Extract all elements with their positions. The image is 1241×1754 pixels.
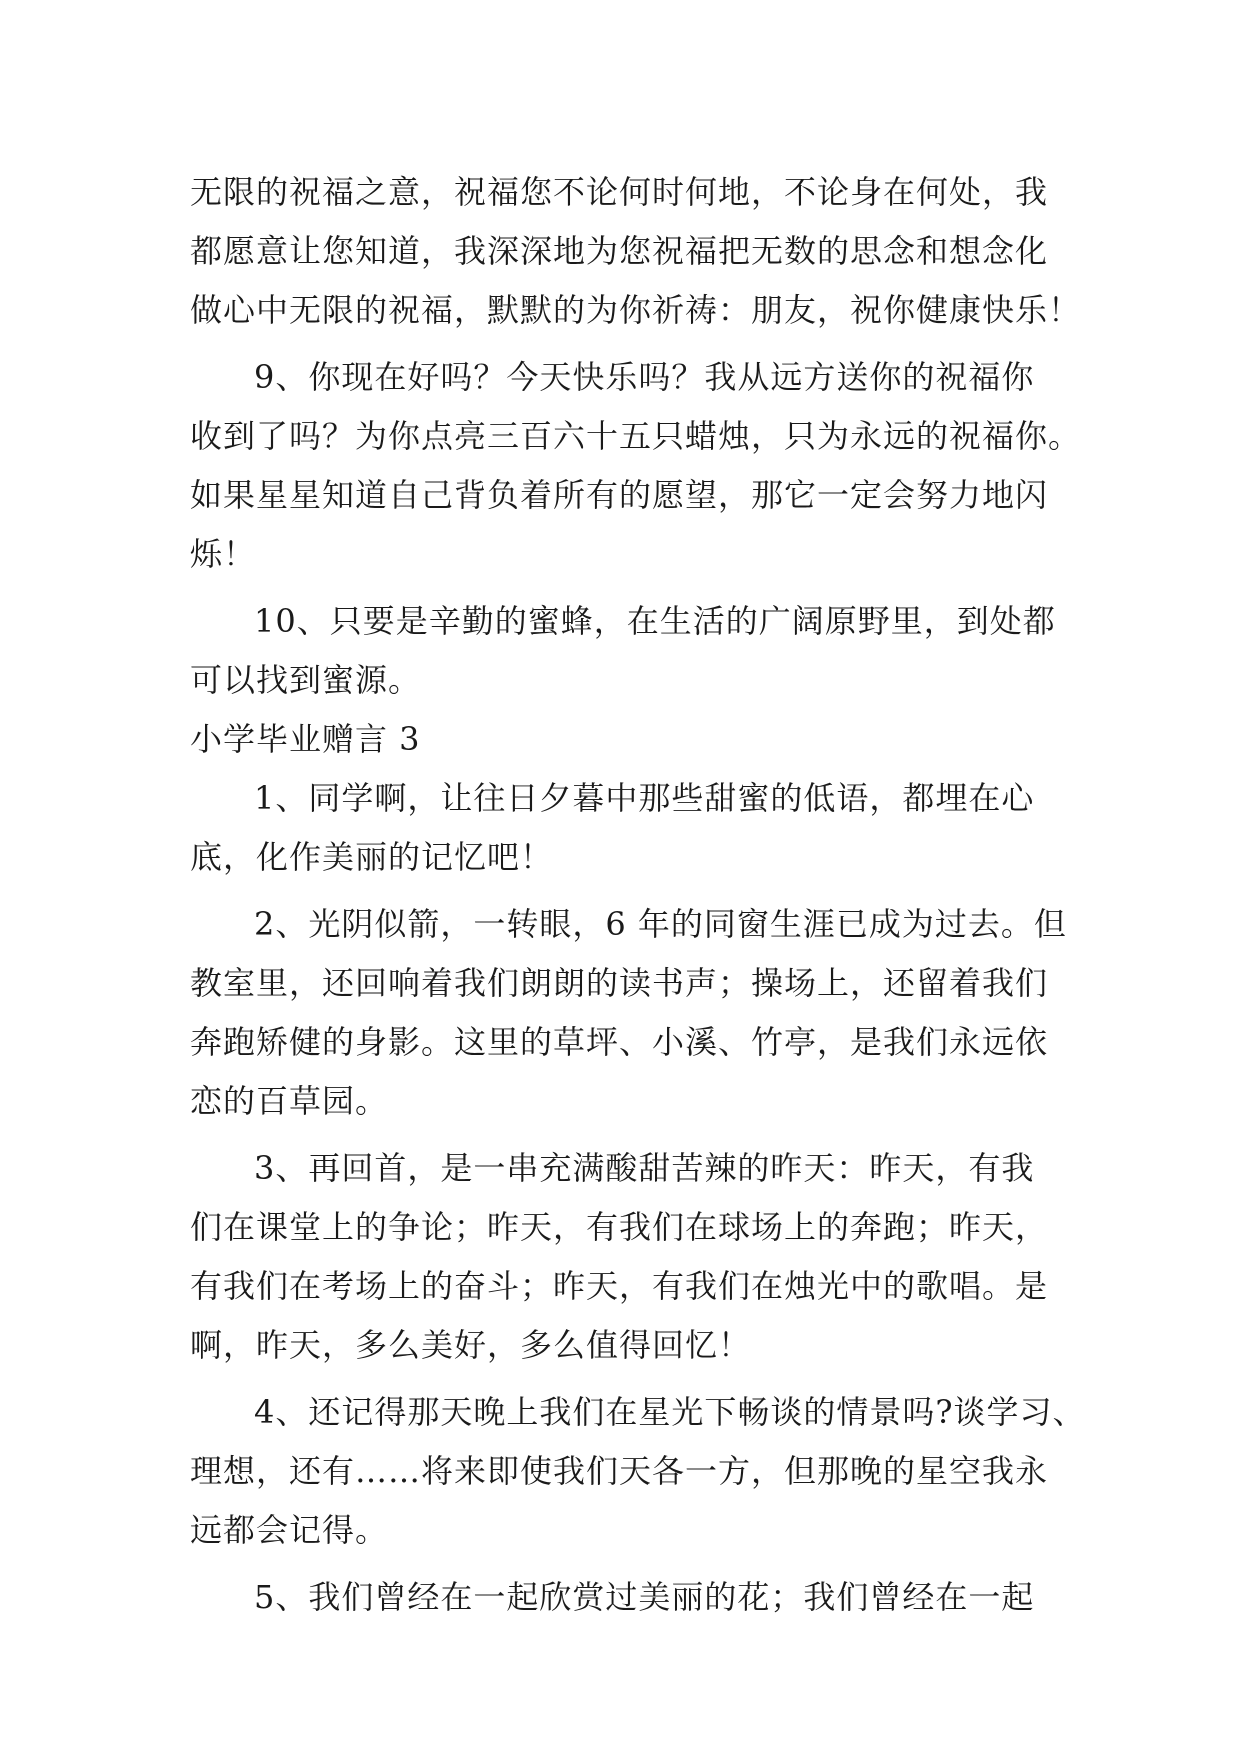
paragraph-start-line: 9、你现在好吗？今天快乐吗？我从远方送你的祝福你 [254,358,1035,396]
document-body [190,163,1086,1627]
paragraph-start-line: 5、我们曾经在一起欣赏过美丽的花；我们曾经在一起 [254,1578,1035,1616]
paragraph-start-line: 3、再回首，是一串充满酸甜苦辣的昨天：昨天，有我 [254,1149,1035,1187]
section-heading: 小学毕业赠言 3 [190,720,421,758]
text-line: 们在课堂上的争论；昨天，有我们在球场上的奔跑；昨天， [190,1208,1049,1246]
text-line: 烁！ [190,535,257,573]
text-line: 可以找到蜜源。 [190,661,422,699]
paragraph-start-line: 4、还记得那天晚上我们在星光下畅谈的情景吗?谈学习、 [254,1393,1086,1431]
text-line: 如果星星知道自己背负着所有的愿望，那它一定会努力地闪 [190,476,1049,514]
text-line: 理想，还有……将来即使我们天各一方，但那晚的星空我永 [190,1452,1049,1490]
text-line: 教室里，还回响着我们朗朗的读书声；操场上，还留着我们 [190,964,1049,1002]
text-line: 收到了吗？为你点亮三百六十五只蜡烛，只为永远的祝福你。 [190,417,1082,455]
text-line: 远都会记得。 [190,1511,389,1549]
text-line: 奔跑矫健的身影。这里的草坪、小溪、竹亭，是我们永远依 [190,1023,1049,1061]
text-line: 啊，昨天，多么美好，多么值得回忆！ [190,1326,752,1364]
text-line: 无限的祝福之意，祝福您不论何时何地，不论身在何处，我 [190,173,1049,211]
paragraph-start-line: 2、光阴似箭，一转眼，6 年的同窗生涯已成为过去。但 [254,905,1067,943]
text-line: 底，化作美丽的记忆吧！ [190,838,554,876]
text-line: 都愿意让您知道，我深深地为您祝福把无数的思念和想念化 [190,232,1049,270]
text-line: 做心中无限的祝福，默默的为你祈祷：朋友，祝你健康快乐！ [190,291,1082,329]
paragraph-start-line: 1、同学啊，让往日夕暮中那些甜蜜的低语，都埋在心 [254,779,1035,817]
text-line: 有我们在考场上的奋斗；昨天，有我们在烛光中的歌唱。是 [190,1267,1049,1305]
paragraph-start-line: 10、只要是辛勤的蜜蜂，在生活的广阔原野里，到处都 [254,602,1056,640]
text-line: 恋的百草园。 [190,1082,389,1120]
